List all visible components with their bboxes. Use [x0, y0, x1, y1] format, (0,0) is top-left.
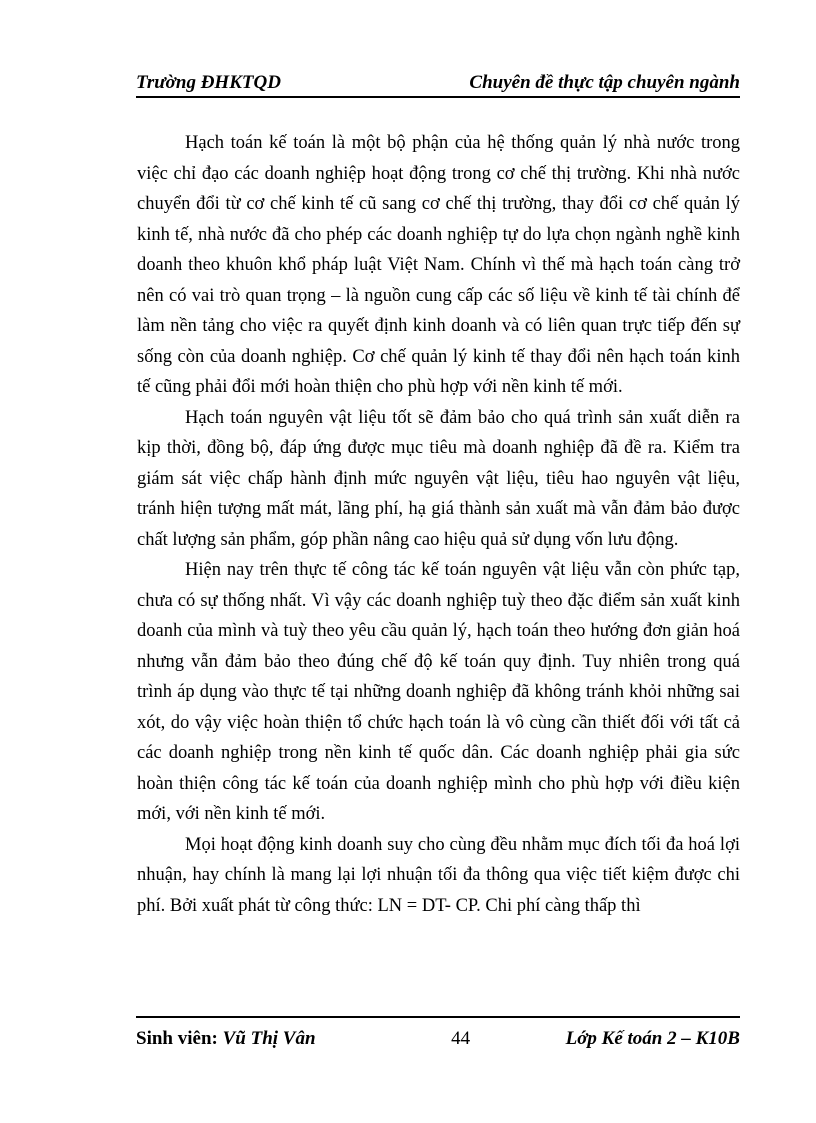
document-body — [137, 128, 740, 921]
student-label: Sinh viên: — [136, 1028, 223, 1049]
header-title: Chuyên đề thực tập chuyên ngành — [469, 72, 740, 93]
page-number: 44 — [451, 1028, 471, 1049]
paragraph-4: Mọi hoạt động kinh doanh suy cho cùng đều nhằm mục đích tối đa hoá lợi nhuận, hay chính là mang lại lợi nhuận tối đa thông qua việc tiết kiệm được chi phí. Bởi xuất phát từ công thức: LN = DT- CP. Chi phí càng thấp thì — [137, 834, 740, 916]
footer-class: Lớp Kế toán 2 – K10B — [565, 1028, 740, 1049]
footer-student — [136, 1028, 316, 1050]
header-school: Trường ĐHKTQD — [136, 72, 281, 93]
page-header — [136, 70, 740, 98]
paragraph-3: Hiện nay trên thực tế công tác kế toán nguyên vật liệu vẫn còn phức tạp, chưa có sự thống nhất. Vì vậy các doanh nghiệp tuỳ theo đặc điểm sản xuất kinh doanh của mình và tuỳ theo yêu cầu quản lý, hạch toán theo hướng đơn giản hoá nhưng vẫn đảm bảo theo đúng chế độ kế toán quy định. Tuy nhiên trong quá trình áp dụng vào thực tế tại những doanh nghiệp đã không tránh khỏi những sai xót, do vậy việc hoàn thiện tổ chức hạch toán là vô cùng cần thiết đối với tất cả các doanh nghiệp trong nền kinh tế quốc dân. Các doanh nghiệp phải gia sức hoàn thiện công tác kế toán của doanh nghiệp mình cho phù hợp với điều kiện mới, với nền kinh tế mới. — [137, 560, 740, 824]
student-name: Vũ Thị Vân — [222, 1028, 316, 1049]
paragraph-1: Hạch toán kế toán là một bộ phận của hệ thống quản lý nhà nước trong việc chỉ đạo các doanh nghiệp hoạt động trong cơ chế thị trường. Khi nhà nước chuyển đổi từ cơ chế kinh tế cũ sang cơ chế thị trường, thay đổi cơ chế quản lý kinh tế, nhà nước đã cho phép các doanh nghiệp tự do lựa chọn ngành nghề kinh doanh theo khuôn khổ pháp luật Việt Nam. Chính vì thế mà hạch toán càng trở nên có vai trò quan trọng – là nguồn cung cấp các số liệu về kinh tế tài chính để làm nền tảng cho việc ra quyết định kinh doanh và có liên quan trực tiếp đến sự sống còn của doanh nghiệp. Cơ chế quản lý kinh tế thay đổi nên hạch toán kinh tế cũng phải đổi mới hoàn thiện cho phù hợp với nền kinh tế mới. — [137, 133, 740, 397]
paragraph-2: Hạch toán nguyên vật liệu tốt sẽ đảm bảo cho quá trình sản xuất diễn ra kịp thời, đồng bộ, đáp ứng được mục tiêu mà doanh nghiệp đã đề ra. Kiểm tra giám sát việc chấp hành định mức nguyên vật liệu, tiêu hao nguyên vật liệu, tránh hiện tượng mất mát, lãng phí, hạ giá thành sản xuất mà vẫn đảm bảo được chất lượng sản phẩm, góp phần nâng cao hiệu quả sử dụng vốn lưu động. — [137, 407, 740, 550]
page-footer — [136, 1016, 740, 1050]
